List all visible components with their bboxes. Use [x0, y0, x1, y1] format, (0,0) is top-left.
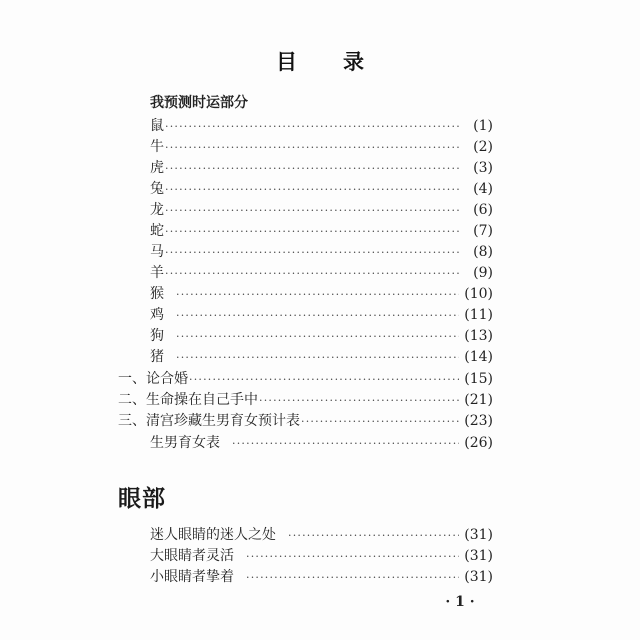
toc-entry-page: (7)	[473, 223, 493, 239]
leader-dots	[259, 391, 459, 411]
leader-dots	[165, 222, 459, 242]
toc-entry[interactable]	[150, 284, 493, 304]
leader-dots	[165, 201, 459, 221]
toc-entry[interactable]	[150, 567, 493, 587]
toc-entry-page: (31)	[464, 548, 493, 564]
toc-entry-page: (9)	[473, 265, 493, 281]
leader-dots	[165, 159, 459, 179]
toc-entry-label: 鸡	[150, 307, 164, 323]
toc-entry-label: 一、论合婚	[118, 371, 188, 387]
toc-entry-page: (26)	[464, 435, 493, 451]
toc-entry-page: (15)	[464, 371, 493, 387]
toc-chapter-entry[interactable]	[118, 369, 493, 389]
toc-entry[interactable]	[150, 546, 493, 566]
toc-entry-label: 生男育女表	[150, 435, 220, 451]
title-char-2: 录	[343, 50, 364, 74]
leader-dots	[176, 348, 459, 368]
toc-entry[interactable]	[150, 242, 493, 262]
toc-entry-page: (3)	[473, 160, 493, 176]
leader-dots	[165, 117, 459, 137]
toc-entry-page: (31)	[464, 569, 493, 585]
leader-dots	[165, 180, 459, 200]
page-number: · 1 ·	[445, 594, 475, 610]
toc-entry-page: (8)	[473, 244, 493, 260]
toc-entry-page: (14)	[464, 349, 493, 365]
leader-dots	[176, 327, 459, 347]
toc-entry-label: 羊	[150, 265, 164, 281]
leader-dots	[176, 285, 459, 305]
toc-entry-label: 蛇	[150, 223, 164, 239]
toc-entry-label: 二、生命操在自己手中	[118, 392, 258, 408]
leader-dots	[176, 306, 459, 326]
toc-entry-page: (31)	[464, 527, 493, 543]
leader-dots	[246, 568, 459, 588]
toc-entry-label: 虎	[150, 160, 164, 176]
title-char-1: 目	[276, 50, 297, 74]
toc-entry[interactable]	[150, 305, 493, 325]
leader-dots	[301, 412, 459, 432]
leader-dots	[165, 264, 459, 284]
toc-entry-label: 狗	[150, 328, 164, 344]
toc-entry-label: 小眼睛者挚着	[150, 569, 234, 585]
page-title	[0, 46, 640, 76]
toc-entry[interactable]	[150, 116, 493, 136]
toc-entry-page: (21)	[464, 392, 493, 408]
toc-entry-page: (23)	[464, 413, 493, 429]
toc-entry-page: (13)	[464, 328, 493, 344]
toc-entry[interactable]	[150, 525, 493, 545]
toc-entry-page: (11)	[464, 307, 493, 323]
toc-sub-entry[interactable]	[150, 433, 493, 453]
leader-dots	[246, 547, 459, 567]
toc-entry-label: 迷人眼睛的迷人之处	[150, 527, 276, 543]
toc-entry[interactable]	[150, 326, 493, 346]
toc-entry[interactable]	[150, 263, 493, 283]
toc-chapter-entry[interactable]	[118, 411, 493, 431]
toc-entry-label: 兔	[150, 181, 164, 197]
toc-entry-label: 马	[150, 244, 164, 260]
toc-entry[interactable]	[150, 158, 493, 178]
leader-dots	[288, 526, 459, 546]
toc-entry-label: 鼠	[150, 118, 164, 134]
toc-entry-page: (6)	[473, 202, 493, 218]
toc-entry[interactable]	[150, 200, 493, 220]
toc-entry-label: 大眼睛者灵活	[150, 548, 234, 564]
leader-dots	[165, 138, 459, 158]
toc-entry-label: 猪	[150, 349, 164, 365]
leader-dots	[165, 243, 459, 263]
toc-entry[interactable]	[150, 221, 493, 241]
toc-entry[interactable]	[150, 137, 493, 157]
toc-entry-page: (1)	[473, 118, 493, 134]
toc-entry-label: 龙	[150, 202, 164, 218]
toc-entry[interactable]	[150, 347, 493, 367]
toc-entry-page: (4)	[473, 181, 493, 197]
toc-entry-label: 猴	[150, 286, 164, 302]
toc-entry-page: (10)	[464, 286, 493, 302]
toc-entry-label: 牛	[150, 139, 164, 155]
toc-chapter-entry[interactable]	[118, 390, 493, 410]
toc-entry[interactable]	[150, 179, 493, 199]
toc-entry-label: 三、清宫珍藏生男育女预计表	[118, 413, 300, 429]
leader-dots	[189, 370, 459, 390]
toc-entry-page: (2)	[473, 139, 493, 155]
section-heading-fortune: 我预测时运部分	[150, 95, 248, 111]
chapter-heading-eyes: 眼部	[118, 485, 166, 512]
leader-dots	[232, 434, 459, 454]
